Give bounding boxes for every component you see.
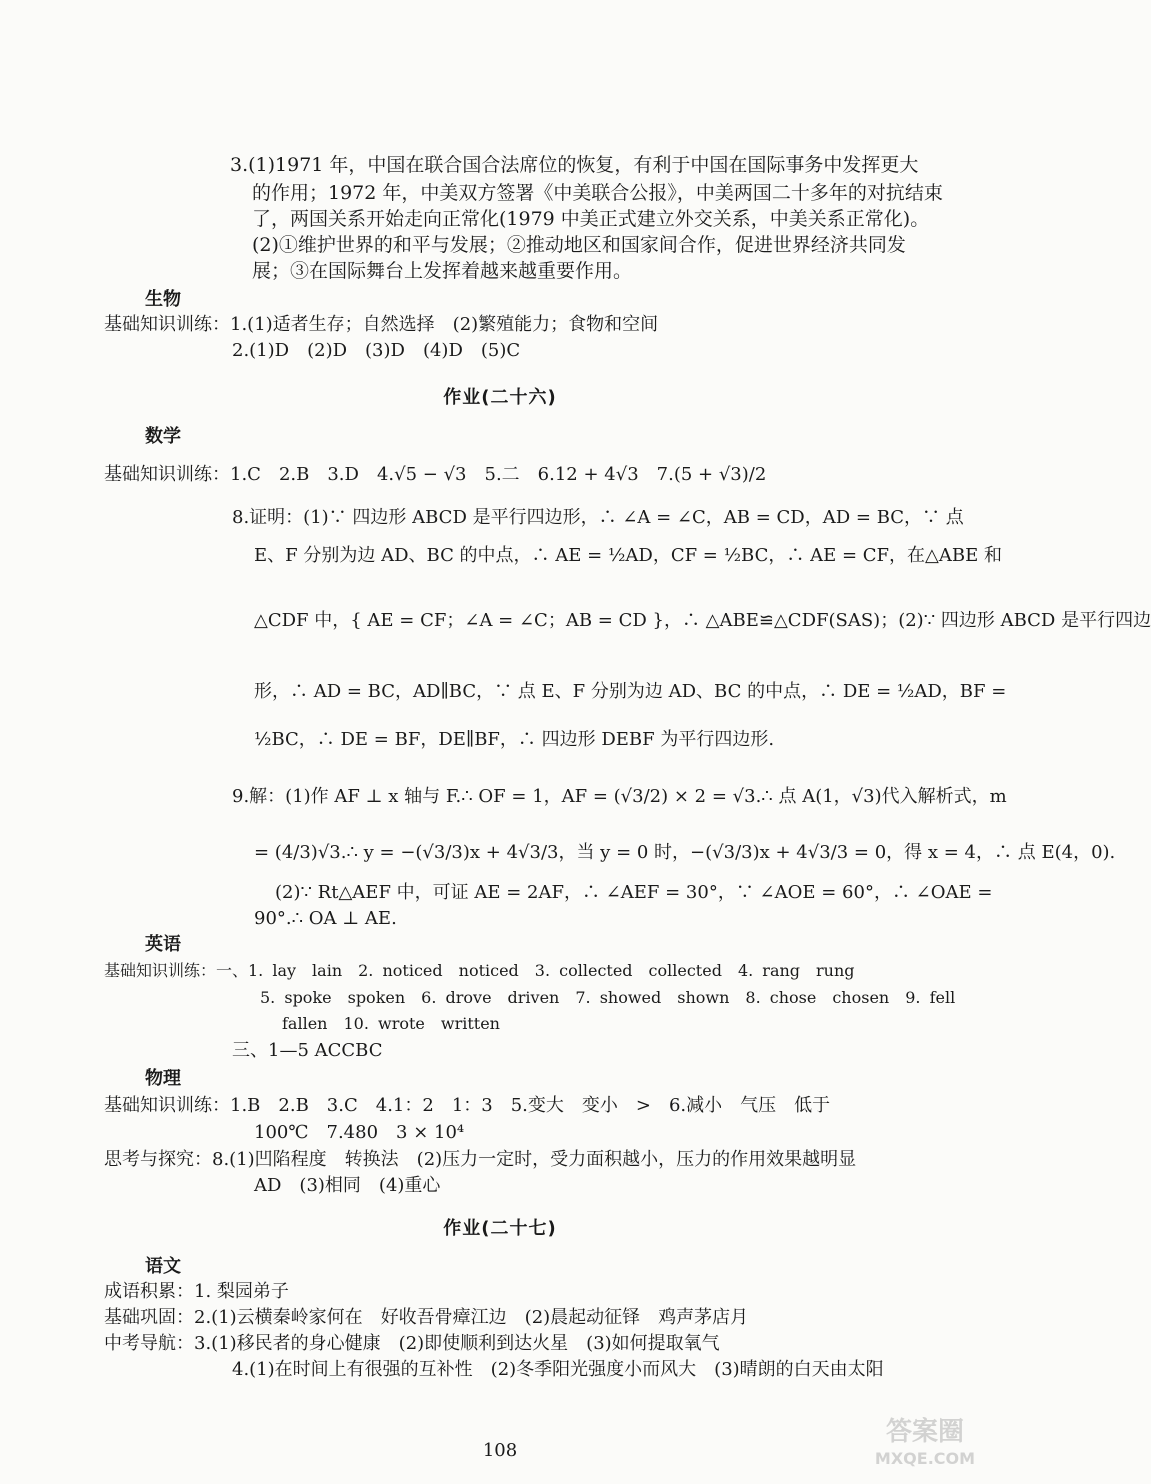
subject-heading-physics: 物理 — [145, 1068, 181, 1089]
text-line: ½BC，∴ DE = BF，DE∥BF，∴ 四边形 DEBF 为平行四边形. — [254, 729, 775, 750]
text-line: 基础知识训练：一、1. lay lain 2. noticed noticed 3. collected collected 4. rang rung — [104, 961, 855, 980]
subject-heading-english: 英语 — [145, 934, 181, 955]
text-line: (2)∵ Rt△AEF 中，可证 AE = 2AF，∴ ∠AEF = 30°，∵ ∠AOE = 60°，∴ ∠OAE = — [275, 882, 993, 903]
text-line: 9.解：(1)作 AF ⊥ x 轴与 F.∴ OF = 1，AF = (√3/2) × 2 = √3.∴ 点 A(1，√3)代入解析式，m — [232, 786, 1007, 807]
text-line: 形，∴ AD = BC，AD∥BC，∵ 点 E、F 分别为边 AD、BC 的中点，∴ DE = ½AD，BF = — [254, 681, 1007, 702]
text-line: 成语积累：1. 梨园弟子 — [104, 1281, 289, 1302]
text-line: 展；③在国际舞台上发挥着越来越重要作用。 — [252, 260, 633, 282]
text-line: 3.(1)1971 年，中国在联合国合法席位的恢复，有利于中国在国际事务中发挥更大 — [230, 154, 919, 176]
text-line: 思考与探究：8.(1)凹陷程度 转换法 (2)压力一定时，受力面积越小，压力的作用效果越明显 — [104, 1149, 857, 1170]
text-line: 基础知识训练：1.B 2.B 3.C 4.1：2 1：3 5.变大 变小 > 6.减小 气压 低于 — [104, 1095, 831, 1116]
text-line: 5. spoke spoken 6. drove driven 7. showed shown 8. chose chosen 9. fell — [260, 988, 956, 1007]
text-line: E、F 分别为边 AD、BC 的中点，∴ AE = ½AD，CF = ½BC，∴ AE = CF，在△ABE 和 — [254, 545, 1002, 566]
text-line: 90°.∴ OA ⊥ AE. — [254, 908, 397, 929]
watermark-icon — [860, 1410, 990, 1470]
page-number: 108 — [482, 1440, 518, 1461]
text-line: 2.(1)D (2)D (3)D (4)D (5)C — [232, 340, 521, 361]
text-line: = (4/3)√3.∴ y = −(√3/3)x + 4√3/3，当 y = 0 时，−(√3/3)x + 4√3/3 = 0，得 x = 4，∴ 点 E(4，0). — [254, 842, 1116, 863]
text-line: 基础知识训练：1.C 2.B 3.D 4.√5 − √3 5.二 6.12 + 4√3 7.(5 + √3)/2 — [104, 464, 767, 485]
text-line: fallen 10. wrote written — [282, 1014, 500, 1033]
text-line: 基础巩固：2.(1)云横秦岭家何在 好收吾骨瘴江边 (2)晨起动征铎 鸡声茅店月 — [104, 1307, 749, 1328]
subject-heading-chinese: 语文 — [145, 1256, 181, 1277]
watermark-top-text: 答案圈 — [885, 1417, 965, 1447]
text-line: 中考导航：3.(1)移民者的身心健康 (2)即使顺利到达火星 (3)如何提取氧气 — [104, 1333, 720, 1354]
text-line: 基础知识训练：1.(1)适者生存；自然选择 (2)繁殖能力；食物和空间 — [104, 314, 659, 335]
text-line: 100℃ 7.480 3 × 10⁴ — [254, 1122, 465, 1143]
section-title-27: 作业(二十七) — [443, 1218, 557, 1239]
subject-heading-biology: 生物 — [145, 289, 181, 310]
watermark-bottom-text: MXQE.COM — [874, 1449, 976, 1468]
text-line: (2)①维护世界的和平与发展；②推动地区和国家间合作，促进世界经济共同发 — [252, 234, 906, 256]
text-line: 了，两国关系开始走向正常化(1979 中美正式建立外交关系，中美关系正常化)。 — [252, 208, 930, 230]
subject-heading-math: 数学 — [145, 426, 181, 447]
section-title-26: 作业(二十六) — [443, 387, 557, 408]
watermark-logo — [860, 1410, 990, 1470]
text-line: 4.(1)在时间上有很强的互补性 (2)冬季阳光强度小而风大 (3)晴朗的白天由太阳 — [232, 1359, 884, 1380]
text-line: 的作用；1972 年，中美双方签署《中美联合公报》，中美两国二十多年的对抗结束 — [252, 182, 943, 204]
text-line: 8.证明：(1)∵ 四边形 ABCD 是平行四边形，∴ ∠A = ∠C，AB = CD，AD = BC，∵ 点 — [232, 507, 964, 528]
text-line: 三、1—5 ACCBC — [232, 1040, 383, 1061]
text-line: AD (3)相同 (4)重心 — [254, 1175, 441, 1196]
text-line: △CDF 中，{ AE = CF；∠A = ∠C；AB = CD }，∴ △ABE≌△CDF(SAS)；(2)∵ 四边形 ABCD 是平行四边 — [254, 610, 1151, 631]
